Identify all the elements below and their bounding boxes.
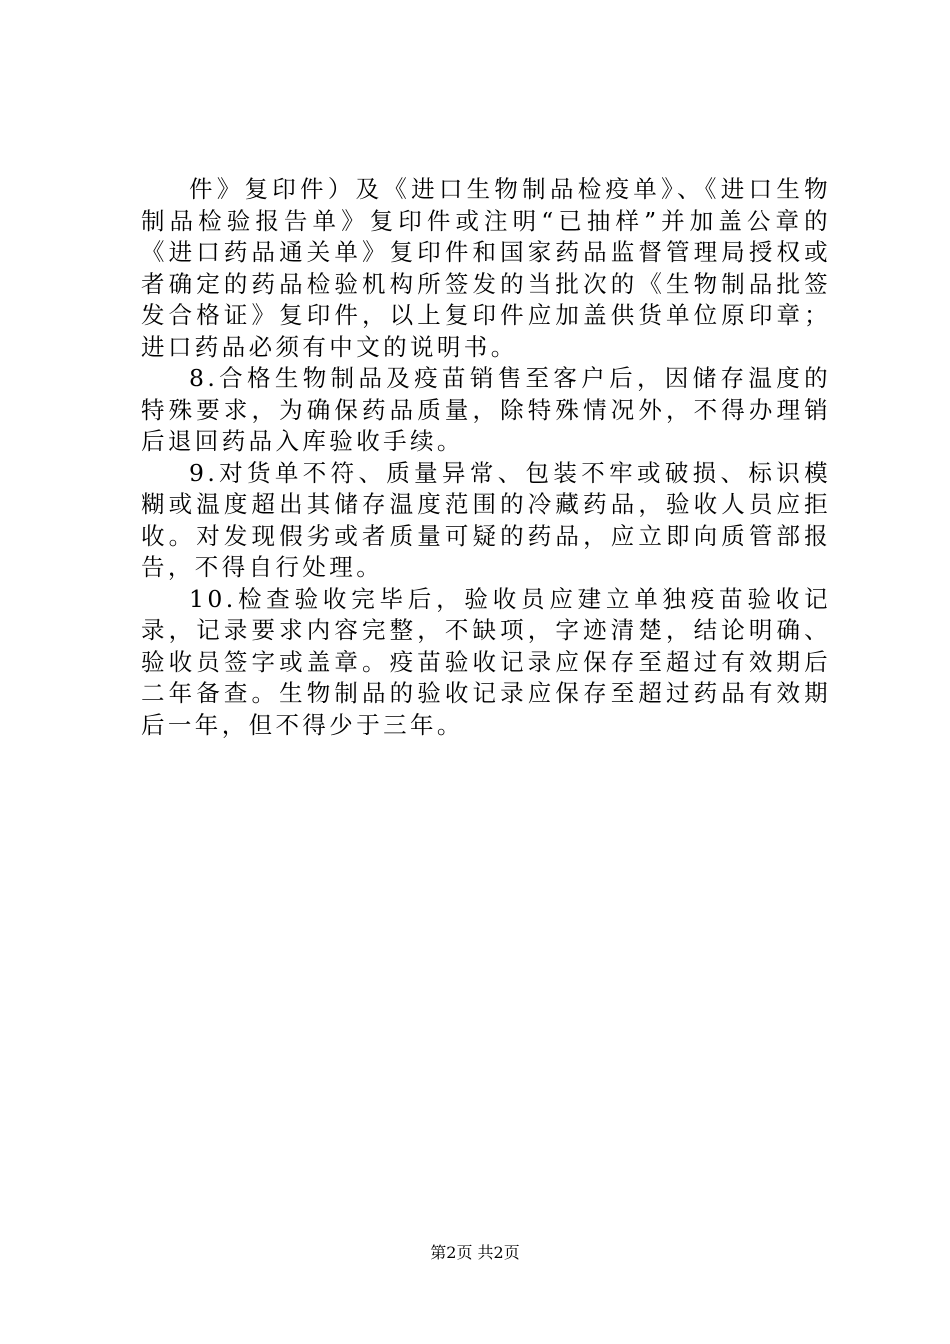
paragraph-item-10: 10.检查验收完毕后，验收员应建立单独疫苗验收记录，记录要求内容完整，不缺项，字迹清楚，结论明确、验收员签字或盖章。疫苗验收记录应保存至超过有效期后二年备查。生物制品的验收记录应保存至超过药品有效期后一年，但不得少于三年。 [141, 584, 831, 739]
paragraph-item-8: 8.合格生物制品及疫苗销售至客户后，因储存温度的特殊要求，为确保药品质量，除特殊情况外，不得办理销后退回药品入库验收手续。 [141, 364, 831, 455]
page-footer: 第2页 共2页 [430, 1243, 520, 1262]
document-body [141, 174, 831, 741]
paragraph-continuation: 件》复印件）及《进口生物制品检疫单》、《进口生物制品检验报告单》复印件或注明“已抽样”并加盖公章的《进口药品通关单》复印件和国家药品监督管理局授权或者确定的药品检验机构所签发的当批次的《生物制品批签发合格证》复印件，以上复印件应加盖供货单位原印章；进口药品必须有中文的说明书。 [141, 175, 831, 361]
paragraph-item-9: 9.对货单不符、质量异常、包装不牢或破损、标识模糊或温度超出其储存温度范围的冷藏药品，验收人员应拒收。对发现假劣或者质量可疑的药品，应立即向质管部报告，不得自行处理。 [141, 458, 831, 581]
